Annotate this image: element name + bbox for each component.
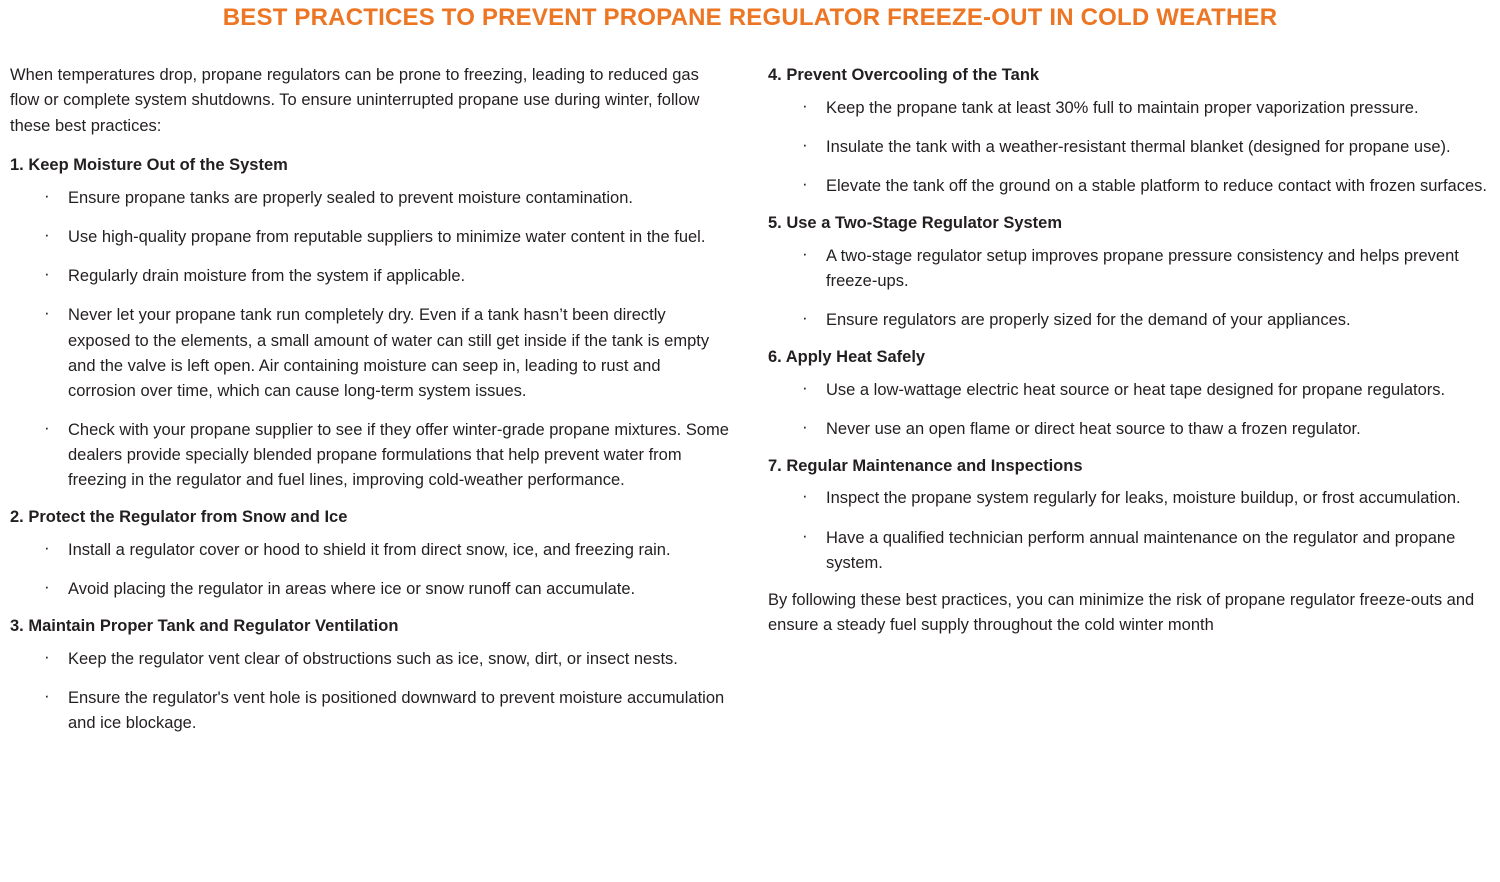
section-3 xyxy=(10,614,732,736)
section-heading: 6. Apply Heat Safely xyxy=(768,347,926,366)
right-column xyxy=(750,63,1490,653)
section-heading: 2. Protect the Regulator from Snow and Ice xyxy=(10,508,348,527)
section-2 xyxy=(10,505,732,602)
list-item xyxy=(40,647,732,672)
list-item xyxy=(40,186,732,211)
list-item-text: Use high-quality propane from reputable suppliers to minimize water content in the fuel. xyxy=(68,228,706,247)
section-4 xyxy=(768,63,1490,199)
list-item xyxy=(40,264,732,289)
section-5 xyxy=(768,211,1490,333)
section-heading: 5. Use a Two-Stage Regulator System xyxy=(768,213,1063,232)
list-item-text: Insulate the tank with a weather-resistant thermal blanket (designed for propane use). xyxy=(826,137,1451,156)
list-item xyxy=(40,686,732,736)
section-bullet-list xyxy=(768,96,1490,199)
section-bullet-list xyxy=(10,647,732,736)
section-heading: 7. Regular Maintenance and Inspections xyxy=(768,456,1083,475)
bullet-icon: · xyxy=(44,186,50,206)
section-heading: 4. Prevent Overcooling of the Tank xyxy=(768,65,1040,84)
section-bullet-list xyxy=(10,186,732,493)
section-bullet-list xyxy=(10,538,732,602)
list-item-text: Elevate the tank off the ground on a stable platform to reduce contact with frozen surfaces. xyxy=(826,176,1487,195)
bullet-icon: · xyxy=(44,685,50,705)
section-bullet-list xyxy=(768,244,1490,333)
section-1 xyxy=(10,153,732,493)
bullet-icon: · xyxy=(802,486,808,506)
list-item xyxy=(40,225,732,250)
bullet-icon: · xyxy=(802,525,808,545)
bullet-icon: · xyxy=(44,417,50,437)
section-bullet-list xyxy=(768,378,1490,442)
bullet-icon: · xyxy=(802,173,808,193)
list-item xyxy=(40,418,732,493)
bullet-icon: · xyxy=(44,576,50,596)
list-item xyxy=(798,308,1490,333)
list-item xyxy=(798,96,1490,121)
list-item xyxy=(798,526,1490,576)
list-item xyxy=(798,244,1490,294)
list-item-text: Ensure propane tanks are properly sealed to prevent moisture contamination. xyxy=(68,189,633,208)
bullet-icon: · xyxy=(802,307,808,327)
list-item xyxy=(798,135,1490,160)
list-item-text: Install a regulator cover or hood to shield it from direct snow, ice, and freezing rain. xyxy=(68,540,671,559)
list-item-text: A two-stage regulator setup improves propane pressure consistency and helps prevent freeze-ups. xyxy=(826,246,1459,290)
list-item-text: Check with your propane supplier to see if they offer winter-grade propane mixtures. Some dealers provide specially blended propane formulations that help prevent water from freezing in the regulator and fuel lines, improving cold-weather performance. xyxy=(68,420,729,489)
section-7 xyxy=(768,454,1490,576)
list-item xyxy=(798,174,1490,199)
two-column-body xyxy=(10,63,1490,748)
list-item-text: Never let your propane tank run completely dry. Even if a tank hasn’t been directly exposed to the elements, a small amount of water can still get inside if the tank is empty and the valve is left open. Air containing moisture can seep in, leading to rust and corrosion over time, which can cause long-term system issues. xyxy=(68,306,710,400)
list-item xyxy=(40,303,732,403)
section-heading: 3. Maintain Proper Tank and Regulator Ventilation xyxy=(10,616,399,635)
intro-paragraph: When temperatures drop, propane regulators can be prone to freezing, leading to reduced gas flow or complete system shutdowns. To ensure uninterrupted propane use during winter, follow these best practices: xyxy=(10,65,700,135)
list-item-text: Use a low-wattage electric heat source or heat tape designed for propane regulators. xyxy=(826,380,1446,399)
bullet-icon: · xyxy=(802,377,808,397)
bullet-icon: · xyxy=(802,134,808,154)
section-heading: 1. Keep Moisture Out of the System xyxy=(10,156,288,175)
bullet-icon: · xyxy=(802,95,808,115)
list-item-text: Keep the propane tank at least 30% full to maintain proper vaporization pressure. xyxy=(826,98,1419,117)
bullet-icon: · xyxy=(44,303,50,323)
page-title: BEST PRACTICES TO PREVENT PROPANE REGULATOR FREEZE-OUT IN COLD WEATHER xyxy=(222,4,1278,31)
bullet-icon: · xyxy=(44,537,50,557)
list-item-text: Inspect the propane system regularly for leaks, moisture buildup, or frost accumulation. xyxy=(826,489,1461,508)
left-column xyxy=(10,63,750,748)
outro-paragraph: By following these best practices, you can minimize the risk of propane regulator freeze-outs and ensure a steady fuel supply throughout the cold winter month xyxy=(768,590,1475,635)
list-item xyxy=(40,538,732,563)
bullet-icon: · xyxy=(44,646,50,666)
list-item xyxy=(40,577,732,602)
section-bullet-list xyxy=(768,486,1490,575)
list-item-text: Never use an open flame or direct heat source to thaw a frozen regulator. xyxy=(826,419,1361,438)
bullet-icon: · xyxy=(44,225,50,245)
list-item xyxy=(798,378,1490,403)
section-6 xyxy=(768,345,1490,442)
list-item-text: Regularly drain moisture from the system if applicable. xyxy=(68,267,466,286)
list-item-text: Ensure the regulator's vent hole is positioned downward to prevent moisture accumulation and ice blockage. xyxy=(68,688,725,732)
list-item-text: Avoid placing the regulator in areas where ice or snow runoff can accumulate. xyxy=(68,579,636,598)
list-item-text: Keep the regulator vent clear of obstructions such as ice, snow, dirt, or insect nests. xyxy=(68,649,678,668)
list-item-text: Ensure regulators are properly sized for the demand of your appliances. xyxy=(826,310,1351,329)
bullet-icon: · xyxy=(44,264,50,284)
bullet-icon: · xyxy=(802,243,808,263)
bullet-icon: · xyxy=(802,416,808,436)
list-item xyxy=(798,417,1490,442)
list-item xyxy=(798,486,1490,511)
list-item-text: Have a qualified technician perform annual maintenance on the regulator and propane system. xyxy=(826,528,1456,572)
